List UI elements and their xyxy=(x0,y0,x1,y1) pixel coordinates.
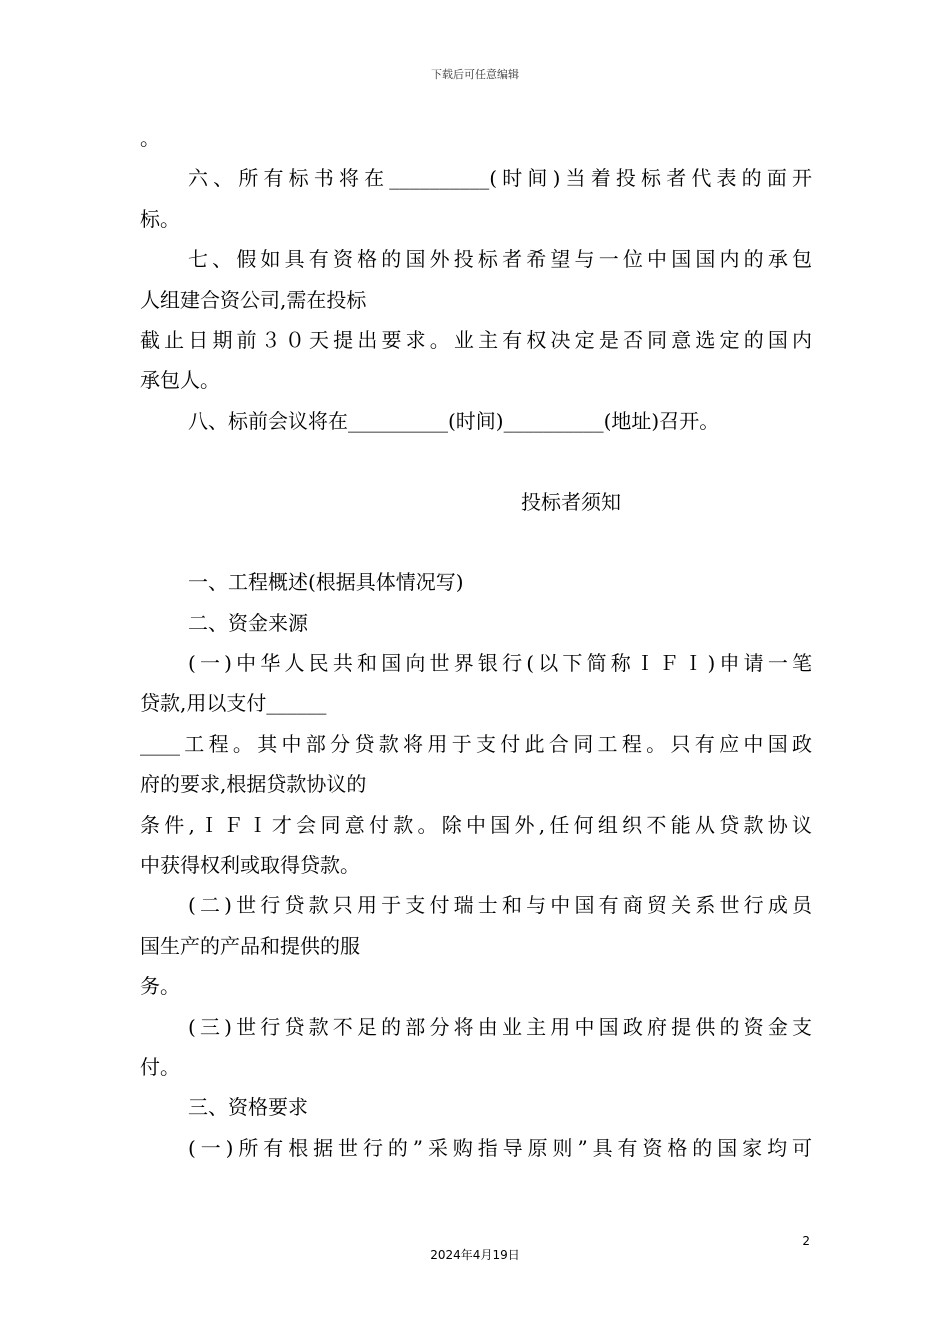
page-number: 2 xyxy=(802,1234,810,1248)
section-heading: 三、资格要求 xyxy=(188,1095,308,1120)
blank-line xyxy=(140,522,812,562)
paragraph-line: 国生产的产品和提供的服 xyxy=(140,933,360,958)
paragraph-line: 务。 xyxy=(140,974,180,999)
paragraph-line: (三)世行贷款不足的部分将由业主用中国政府提供的资金支 xyxy=(188,1014,812,1039)
paragraph-line: 府的要求,根据贷款协议的 xyxy=(140,772,367,797)
paragraph-line: 八、标前会议将在__________(时间)__________(地址)召开。 xyxy=(188,408,720,433)
paragraph-line: 截止日期前３０天提出要求。业主有权决定是否同意选定的国内 xyxy=(140,327,812,352)
document-body xyxy=(140,118,812,1168)
page-footer-date: 2024年4月19日 xyxy=(430,1248,520,1262)
section-heading: 一、工程概述(根据具体情况写) xyxy=(188,570,464,595)
paragraph-line: (一)中华人民共和国向世界银行(以下简称ＩＦＩ)申请一笔 xyxy=(188,651,812,676)
paragraph-line: 付。 xyxy=(140,1054,180,1079)
blank-line xyxy=(140,441,812,481)
paragraph-line: (二)世行贷款只用于支付瑞士和与中国有商贸关系世行成员 xyxy=(188,893,812,918)
page-header: 下载后可任意编辑 xyxy=(431,68,519,81)
paragraph-line: 贷款,用以支付______ xyxy=(140,691,327,716)
paragraph-line: 人组建合资公司,需在投标 xyxy=(140,287,367,312)
paragraph-line: 七、假如具有资格的国外投标者希望与一位中国国内的承包 xyxy=(188,247,812,272)
paragraph-line: 条件,ＩＦＩ才会同意付款。除中国外,任何组织不能从贷款协议 xyxy=(140,812,812,837)
paragraph-line: (一)所有根据世行的”采购指导原则”具有资格的国家均可 xyxy=(188,1135,812,1160)
paragraph-line: 承包人。 xyxy=(140,368,220,393)
section-heading: 二、资金来源 xyxy=(188,610,308,635)
paragraph-line: 标。 xyxy=(140,206,180,231)
section-title: 投标者须知 xyxy=(521,489,621,514)
paragraph-line: 。 xyxy=(140,126,160,150)
paragraph-line: ____工程。其中部分贷款将用于支付此合同工程。只有应中国政 xyxy=(140,731,812,756)
paragraph-line: 中获得权利或取得贷款。 xyxy=(140,853,360,878)
paragraph-line: 六、所有标书将在__________(时间)当着投标者代表的面开 xyxy=(188,166,812,191)
